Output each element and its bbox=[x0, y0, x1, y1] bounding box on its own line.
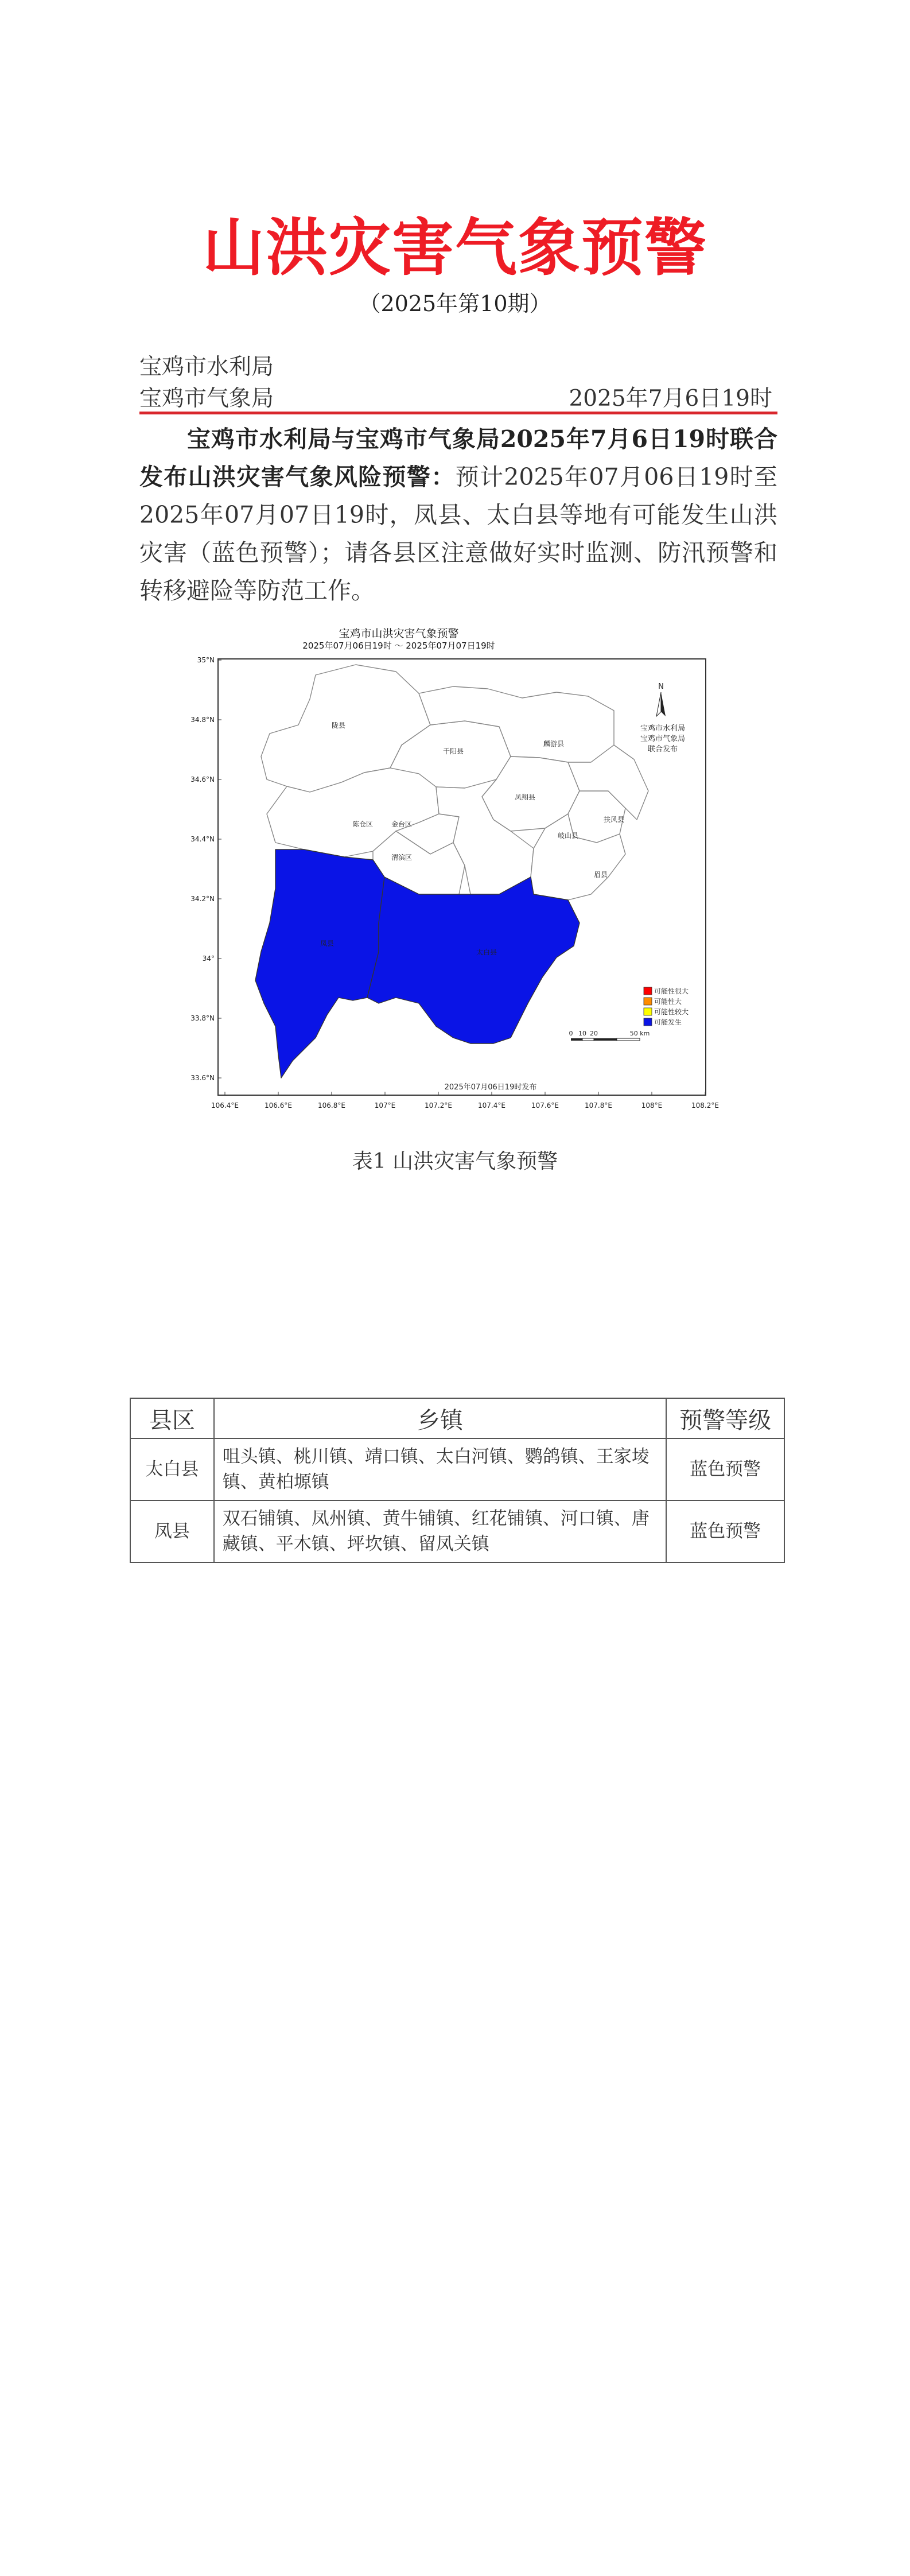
x-tick-label: 107°E bbox=[374, 1101, 396, 1109]
map-publisher-2: 宝鸡市气象局 bbox=[640, 735, 686, 743]
issue-number: （2025年第10期） bbox=[359, 291, 551, 316]
table-row bbox=[130, 1438, 784, 1500]
scale-label-20: 20 bbox=[590, 1030, 598, 1037]
x-tick-label: 106.8°E bbox=[318, 1101, 345, 1109]
legend-label: 可能性大 bbox=[654, 998, 682, 1006]
x-tick-label: 107.8°E bbox=[585, 1101, 612, 1109]
y-tick-label: 34.8°N bbox=[190, 716, 215, 724]
y-tick-label: 33.6°N bbox=[190, 1074, 215, 1082]
warning-table bbox=[130, 1398, 785, 1563]
issuer-meteorological-bureau: 宝鸡市气象局 bbox=[139, 386, 274, 412]
legend-label: 可能发生 bbox=[654, 1018, 682, 1026]
x-tick-label: 107.4°E bbox=[478, 1101, 505, 1109]
y-tick-label: 35°N bbox=[197, 656, 215, 664]
map-subtitle: 2025年07月06日19时 ～ 2025年07月07日19时 bbox=[302, 641, 495, 651]
x-tick-label: 106.6°E bbox=[265, 1101, 292, 1109]
warning-text: 预计2025年07月06日19时至2025年07月07日19时，凤县、太白县等地有可能发生山洪灾害（蓝色预警）；请各县区注意做好实时监测、防汛预警和转移避险等防范工作。 bbox=[139, 463, 778, 604]
cell-towns: 双石铺镇、凤州镇、黄牛铺镇、红花铺镇、河口镇、唐藏镇、平木镇、坪坎镇、留凤关镇 bbox=[214, 1500, 667, 1562]
county-label-qianyang: 千阳县 bbox=[442, 747, 464, 755]
scale-label-10: 10 bbox=[578, 1030, 586, 1037]
legend-swatch bbox=[644, 1018, 652, 1026]
x-tick-label: 106.4°E bbox=[211, 1101, 239, 1109]
table-header-row bbox=[130, 1398, 784, 1438]
legend-swatch bbox=[644, 998, 652, 1005]
county-label-fengxian: 凤县 bbox=[320, 940, 335, 948]
y-axis-ticks bbox=[190, 656, 221, 1082]
y-tick-label: 34.4°N bbox=[190, 835, 215, 843]
header-county: 县区 bbox=[130, 1398, 214, 1438]
map-publisher-1: 宝鸡市水利局 bbox=[640, 724, 686, 733]
county-label-fengxiang: 凤翔县 bbox=[514, 793, 536, 801]
county-label-taibai: 太白县 bbox=[476, 948, 497, 956]
legend-label: 可能性较大 bbox=[654, 1008, 689, 1016]
issuer-water-bureau: 宝鸡市水利局 bbox=[139, 354, 274, 380]
table-row bbox=[130, 1500, 784, 1562]
north-label: N bbox=[658, 682, 664, 691]
county-label-linyou: 麟游县 bbox=[543, 740, 565, 748]
cell-county: 太白县 bbox=[130, 1438, 214, 1500]
legend-swatch bbox=[644, 987, 652, 995]
x-tick-label: 107.6°E bbox=[531, 1101, 559, 1109]
y-tick-label: 34° bbox=[202, 955, 215, 963]
county-label-weibin: 渭滨区 bbox=[391, 854, 413, 862]
map-title: 宝鸡市山洪灾害气象预警 bbox=[339, 627, 459, 640]
map-caption: 表1 山洪灾害气象预警 bbox=[352, 1150, 558, 1173]
y-tick-label: 34.2°N bbox=[190, 895, 215, 903]
doc-title: 山洪灾害气象预警 bbox=[202, 212, 707, 284]
map-publisher-3: 联合发布 bbox=[647, 745, 678, 754]
warning-lead: 宝鸡市水利局与宝鸡市气象局2025年7月6日19时联合发布山洪灾害气象风险预警： bbox=[139, 425, 777, 491]
x-tick-label: 107.2°E bbox=[425, 1101, 452, 1109]
y-tick-label: 33.8°N bbox=[190, 1014, 215, 1022]
legend-label: 可能性很大 bbox=[654, 987, 689, 995]
cell-towns: 咀头镇、桃川镇、靖口镇、太白河镇、鹦鸽镇、王家堎镇、黄柏塬镇 bbox=[214, 1438, 667, 1500]
legend-swatch bbox=[644, 1008, 652, 1015]
county-label-meixian: 眉县 bbox=[593, 871, 608, 879]
x-tick-label: 108°E bbox=[641, 1101, 663, 1109]
y-tick-label: 34.6°N bbox=[190, 775, 215, 783]
county-label-fufeng: 扶风县 bbox=[603, 816, 625, 824]
cell-level: 蓝色预警 bbox=[666, 1438, 784, 1500]
header-level: 预警等级 bbox=[666, 1398, 784, 1438]
x-tick-label: 108.2°E bbox=[691, 1101, 719, 1109]
county-label-longxian: 陇县 bbox=[331, 721, 346, 730]
county-label-chencang: 陈仓区 bbox=[352, 820, 374, 828]
scale-label-0: 0 bbox=[569, 1030, 573, 1037]
scale-label-50: 50 km bbox=[629, 1030, 650, 1037]
cell-level: 蓝色预警 bbox=[666, 1500, 784, 1562]
map-issued: 2025年07月06日19时发布 bbox=[444, 1083, 537, 1092]
warning-body bbox=[139, 420, 777, 610]
cell-county: 凤县 bbox=[130, 1500, 214, 1562]
warning-map bbox=[190, 624, 719, 1141]
issue-datetime: 2025年7月6日19时 bbox=[569, 386, 772, 412]
county-label-jintai: 金台区 bbox=[391, 820, 413, 828]
county-label-qishan: 岐山县 bbox=[557, 832, 579, 840]
header-divider bbox=[139, 412, 777, 414]
header-towns: 乡镇 bbox=[214, 1398, 667, 1438]
